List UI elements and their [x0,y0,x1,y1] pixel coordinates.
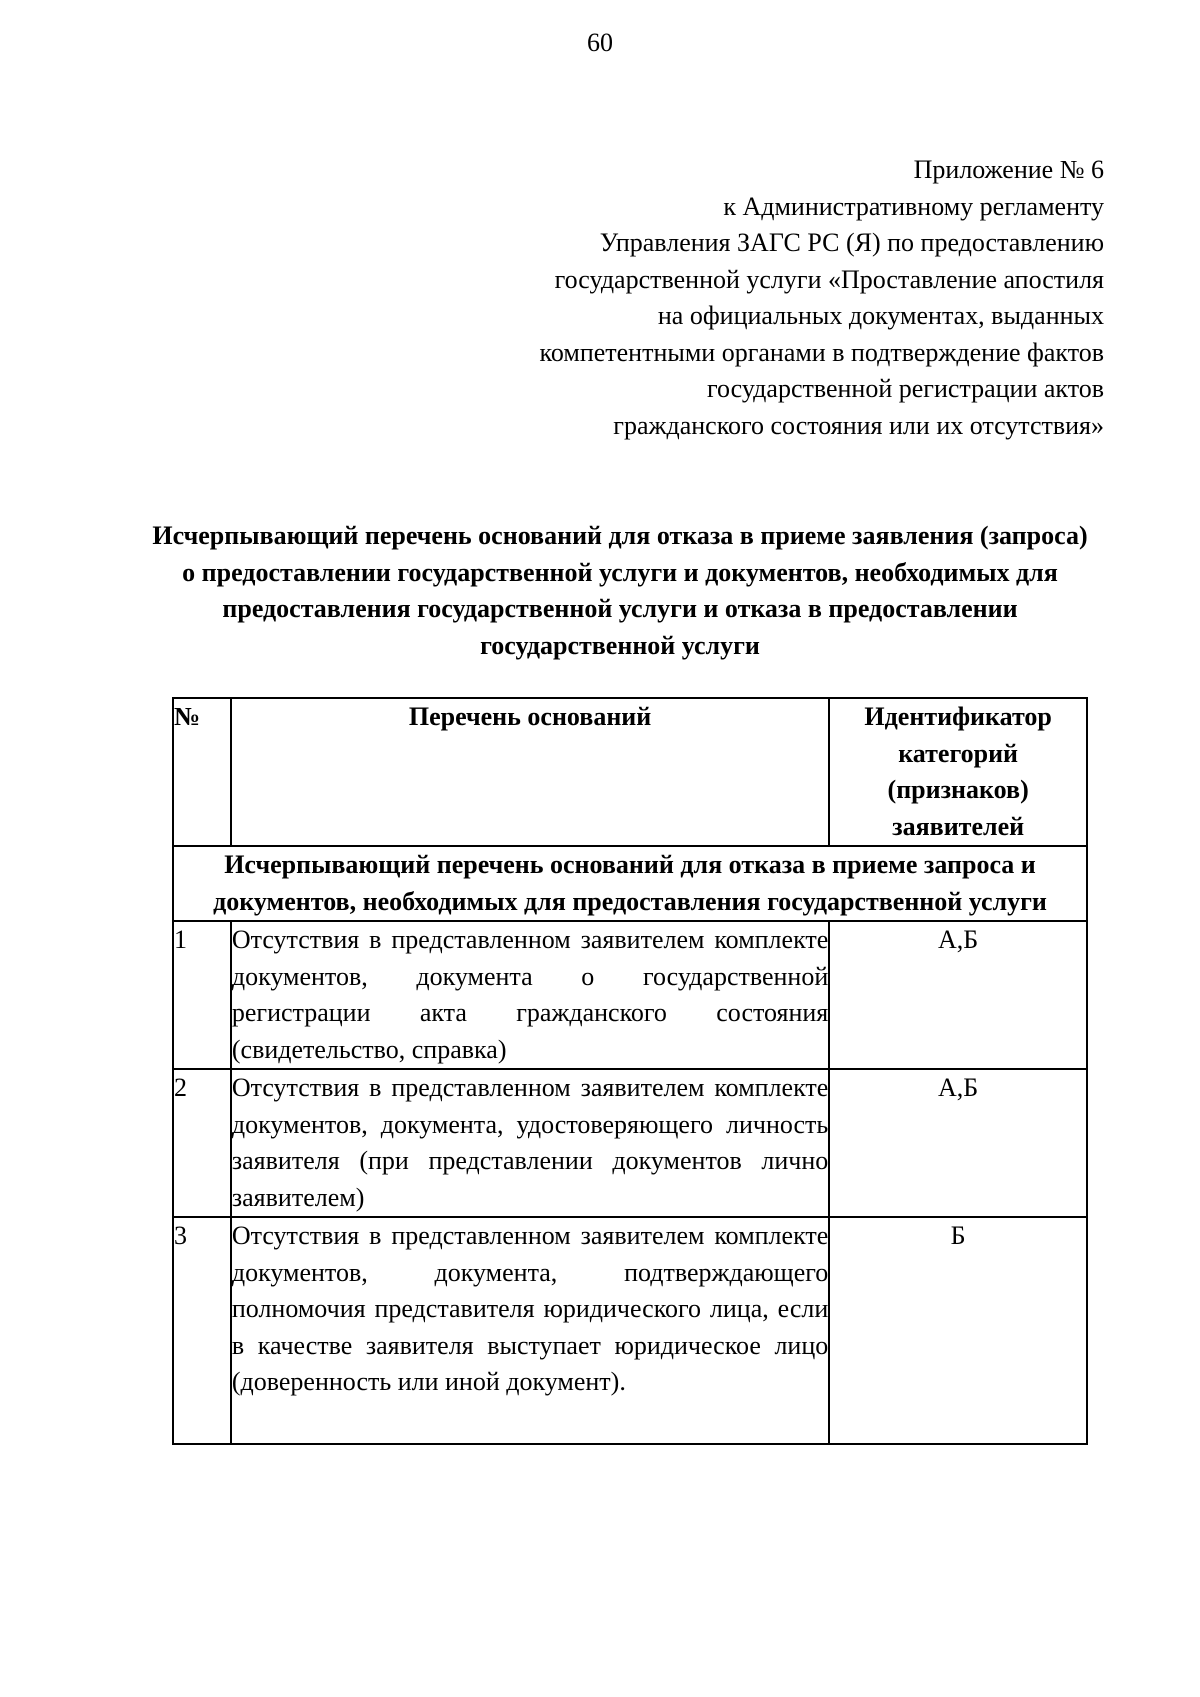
header-identifier: Идентификатор категорий (признаков) заявителей [829,698,1087,846]
row-reason: Отсутствия в представленном заявителем комплекте документов, документа, удостоверяющего личность заявителя (при представлении документов лично заявителем) [231,1069,829,1217]
section-row [173,846,1087,921]
table-row [173,921,1087,1069]
section-title: Исчерпывающий перечень оснований для отказа в приеме запроса и документов, необходимых для предоставления государственной услуги [173,846,1087,921]
row-reason: Отсутствия в представленном заявителем комплекте документов, документа, подтверждающего полномочия представителя юридического лица, если в качестве заявителя выступает юридическое лицо (доверенность или иной документ). [231,1217,829,1444]
document-heading: Исчерпывающий перечень оснований для отказа в приеме заявления (запроса) о предоставлении государственной услуги и документов, необходимых для предоставления государственной услуги и отказа в предоставлении государственной услуги [152,521,1088,660]
row-identifier: Б [829,1217,1087,1444]
table-header-row [173,698,1087,846]
appendix-line: гражданского состояния или их отсутствия» [613,410,1104,440]
table-row [173,1217,1087,1444]
appendix-reference [404,152,1104,444]
row-number: 2 [173,1069,231,1217]
row-number: 1 [173,921,231,1069]
row-identifier: А,Б [829,1069,1087,1217]
appendix-line: Приложение № 6 [913,155,1104,184]
table-row [173,1069,1087,1217]
row-number: 3 [173,1217,231,1444]
appendix-line: государственной услуги «Проставление апостиля [554,264,1104,294]
appendix-line: к Административному регламенту [723,191,1104,221]
header-reasons: Перечень оснований [231,698,829,846]
appendix-line: на официальных документах, выданных [657,301,1104,330]
reasons-table [172,697,1088,1445]
row-reason: Отсутствия в представленном заявителем комплекте документов, документа о государственной регистрации акта гражданского состояния (свидетельство, справка) [231,921,829,1069]
appendix-line: государственной регистрации актов [706,374,1104,403]
appendix-line: Управления ЗАГС РС (Я) по предоставлению [599,228,1104,257]
appendix-line: компетентными органами в подтверждение фактов [539,337,1104,367]
row-identifier: А,Б [829,921,1087,1069]
header-number: № [173,698,231,846]
page-number: 60 [587,28,613,57]
